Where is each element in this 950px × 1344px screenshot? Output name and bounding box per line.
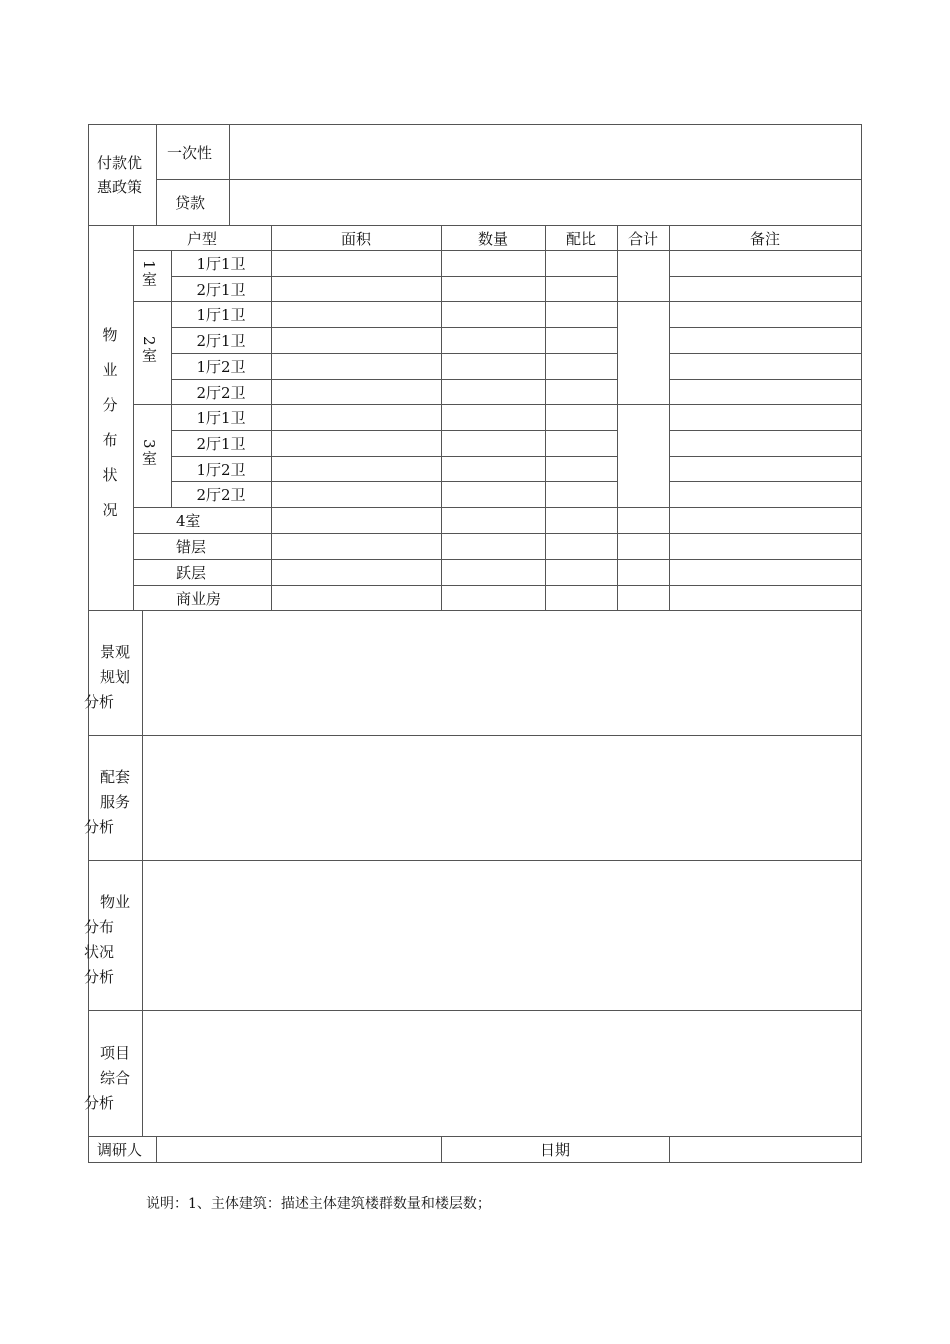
layout-label: 1厅1卫 <box>196 255 246 273</box>
property-distribution-analysis-field[interactable] <box>144 862 860 1009</box>
layout-label: 1厅1卫 <box>196 306 246 324</box>
header-total: 合计 <box>627 230 658 248</box>
unit-section-label: 物 业 分 布 状 况 <box>102 326 118 519</box>
room-group-1: 1室 <box>140 260 158 289</box>
project-overall-analysis-label: 项目 综合 分析 <box>84 1044 131 1112</box>
property-distribution-analysis-label: 物业 分布 状况 分析 <box>84 893 131 986</box>
room-group-2: 2室 <box>140 336 158 365</box>
room-group-3: 3室 <box>140 439 158 468</box>
payment-policy-label-line2: 惠政策 <box>97 178 143 196</box>
header-type: 户型 <box>186 230 217 248</box>
other-unit-label: 跃层 <box>176 564 207 582</box>
other-unit-label: 错层 <box>176 538 207 556</box>
layout-label: 2厅1卫 <box>196 435 246 453</box>
researcher-label: 调研人 <box>97 1141 143 1159</box>
loan-payment-value[interactable] <box>231 181 859 224</box>
payment-policy-label-line1: 付款优 <box>97 154 143 172</box>
header-remarks: 备注 <box>749 230 780 248</box>
layout-label: 2厅1卫 <box>196 332 246 350</box>
one-time-payment-label: 一次性 <box>167 144 213 162</box>
project-overall-analysis-field[interactable] <box>144 1012 860 1135</box>
header-area: 面积 <box>340 230 371 248</box>
facilities-analysis-label: 配套 服务 分析 <box>84 768 131 836</box>
facilities-analysis-field[interactable] <box>144 737 860 859</box>
layout-label: 1厅2卫 <box>196 461 246 479</box>
layout-label: 2厅2卫 <box>196 384 246 402</box>
layout-label: 1厅2卫 <box>196 358 246 376</box>
one-time-payment-value[interactable] <box>231 126 859 178</box>
header-ratio: 配比 <box>565 230 596 248</box>
other-unit-label: 4室 <box>176 512 201 530</box>
form-note: 说明：1、主体建筑：描述主体建筑楼群数量和楼层数； <box>146 1196 491 1212</box>
layout-label: 2厅2卫 <box>196 486 246 504</box>
other-unit-label: 商业房 <box>176 590 222 608</box>
layout-label: 1厅1卫 <box>196 409 246 427</box>
header-count: 数量 <box>477 230 508 248</box>
date-field[interactable] <box>671 1138 860 1161</box>
date-label: 日期 <box>539 1141 570 1159</box>
layout-label: 2厅1卫 <box>196 281 246 299</box>
researcher-field[interactable] <box>158 1138 440 1161</box>
landscape-analysis-label: 景观 规划 分析 <box>84 643 131 711</box>
loan-payment-label: 贷款 <box>175 194 206 212</box>
landscape-analysis-field[interactable] <box>144 612 860 734</box>
